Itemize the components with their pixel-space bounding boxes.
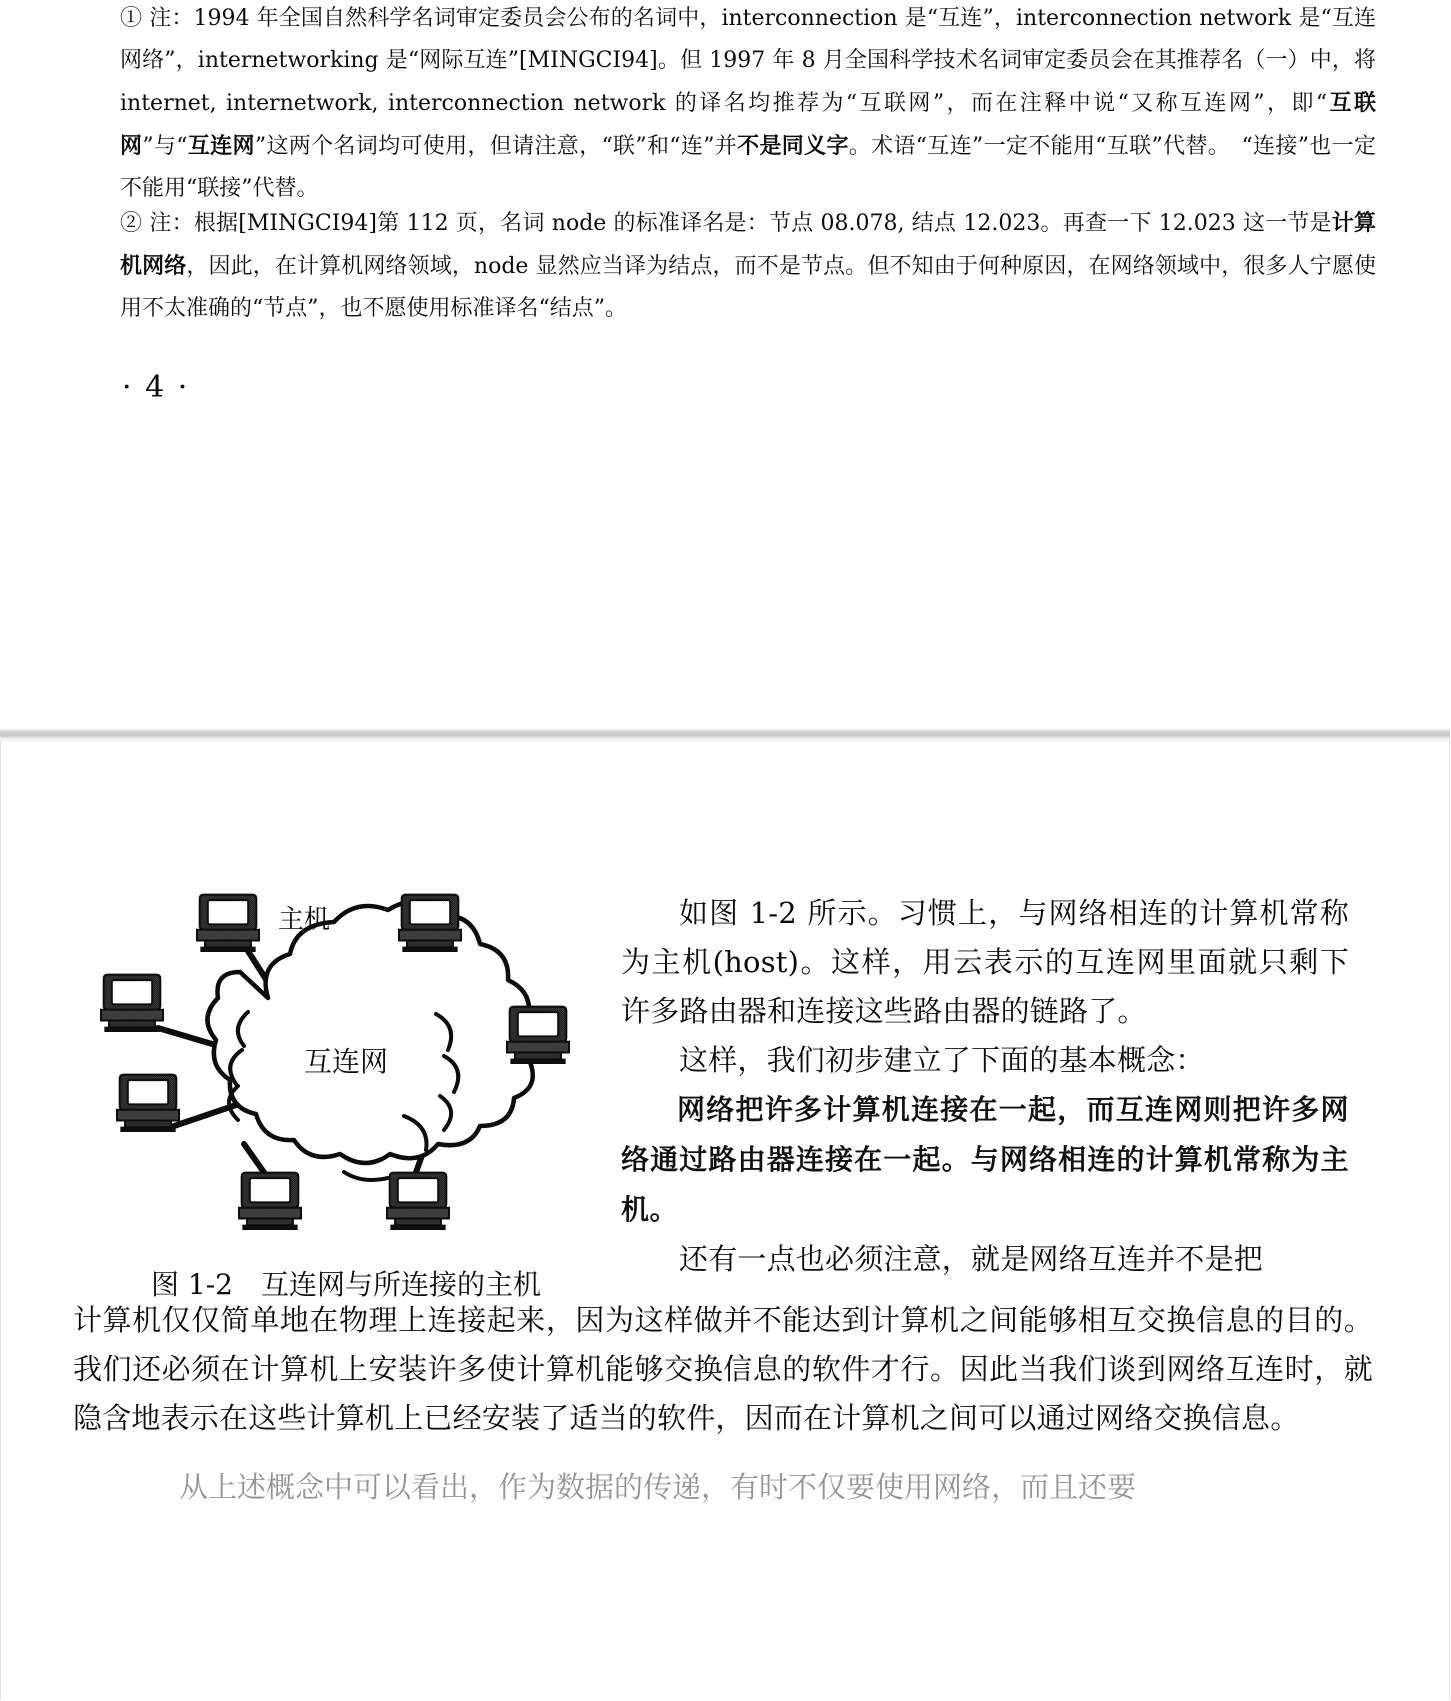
footnote-run: ”与“ xyxy=(142,134,188,159)
footnote-2 xyxy=(120,202,1376,330)
footnote-run: ”这两个名词均可使用，但请注意，“联”和“连”并 xyxy=(254,134,738,159)
clipped-bottom-line: 从上述概念中可以看出，作为数据的传递，有时不仅要使用网络，而且还要 xyxy=(121,1470,1137,1504)
footnote-1 xyxy=(120,0,1376,210)
page-separator-shadow xyxy=(0,728,1450,740)
footnote-marker: ② xyxy=(120,211,150,236)
figure-1-2 xyxy=(96,886,596,1304)
figure-caption: 图 1-2 互连网与所连接的主机 xyxy=(151,1268,541,1301)
right-paragraph-1: 如图 1-2 所示。习惯上，与网络相连的计算机常称为主机(host)。这样，用云表示的互连网里面就只剩下许多路由器和连接这些路由器的链路了。 xyxy=(621,896,1349,1028)
footnote-emphasis: 互联网 xyxy=(120,90,1376,159)
cloud-label: 互连网 xyxy=(303,1045,389,1078)
right-paragraph-2: 这样，我们初步建立了下面的基本概念： xyxy=(679,1043,1205,1077)
page-number: · 4 · xyxy=(122,370,190,405)
host-computer-top-left xyxy=(197,895,259,952)
footnote-emphasis: 不是同义字 xyxy=(737,133,849,159)
right-paragraph-3: 还有一点也必须注意，就是网络互连并不是把 xyxy=(679,1242,1264,1276)
host-computer-left-upper xyxy=(101,975,163,1032)
footnote-emphasis: 计算机网络 xyxy=(120,210,1376,279)
footnote-emphasis: 互连网 xyxy=(187,133,255,159)
host-computer-right xyxy=(507,1007,569,1064)
host-label: 主机 xyxy=(278,905,331,935)
page-sheet-two xyxy=(0,740,1450,1700)
page-gap-fill xyxy=(0,690,1450,730)
host-computer-bottom-left xyxy=(239,1173,301,1230)
right-paragraph-emphasis: 网络把许多计算机连接在一起，而互连网则把许多网络通过路由器连接在一起。与网络相连的计算机常称为主机。 xyxy=(621,1093,1349,1226)
footnote-run: ，因此，在计算机网络领域，node 显然应当译为结点，而不是节点。但不知由于何种原因，在网络领域中，很多人宁愿使用不太准确的“节点”，也不愿使用标准译名“结点”。 xyxy=(120,254,1376,321)
footnote-run: 注：1994 年全国自然科学名词审定委员会公布的名词中，interconnection 是“互连”，interconnection network 是“互连网络”，internetworking 是“网际互连”[MINGCI94]。但 1997 年 8 月全国科学技术名词审定委员会在其推荐名（一）中，将 internet, internetwork, interconnection network 的译名均推荐为“互联网”，而在注释中说“又称互连网”，即“ xyxy=(120,6,1376,116)
footnote-2-body xyxy=(120,211,1376,321)
cloud-shape xyxy=(207,902,538,1180)
page-sheet-one xyxy=(0,0,1450,730)
network-cloud-diagram xyxy=(96,886,596,1256)
host-computer-top-right xyxy=(399,895,461,952)
host-computer-bottom-right xyxy=(387,1173,449,1230)
footnote-run: 注：根据[MINGCI94]第 112 页，名词 node 的标准译名是：节点 08.078, 结点 12.023。再查一下 12.023 这一节是 xyxy=(149,211,1332,236)
bottom-paragraph: 计算机仅仅简单地在物理上连接起来，因为这样做并不能达到计算机之间能够相互交换信息的目的。我们还必须在计算机上安装许多使计算机能够交换信息的软件才行。因此当我们谈到网络互连时，就隐含地表示在这些计算机上已经安装了适当的软件，因而在计算机之间可以通过网络交换信息。 xyxy=(73,1303,1373,1435)
footnote-1-body xyxy=(120,6,1376,201)
host-computer-left-lower xyxy=(117,1075,179,1132)
footnote-marker: ① xyxy=(120,6,150,31)
right-text-column xyxy=(621,889,1349,1284)
footnote-run: 。术语“互连”一定不能用“互联”代替。 “连接”也一定不能用“联接”代替。 xyxy=(120,134,1376,201)
